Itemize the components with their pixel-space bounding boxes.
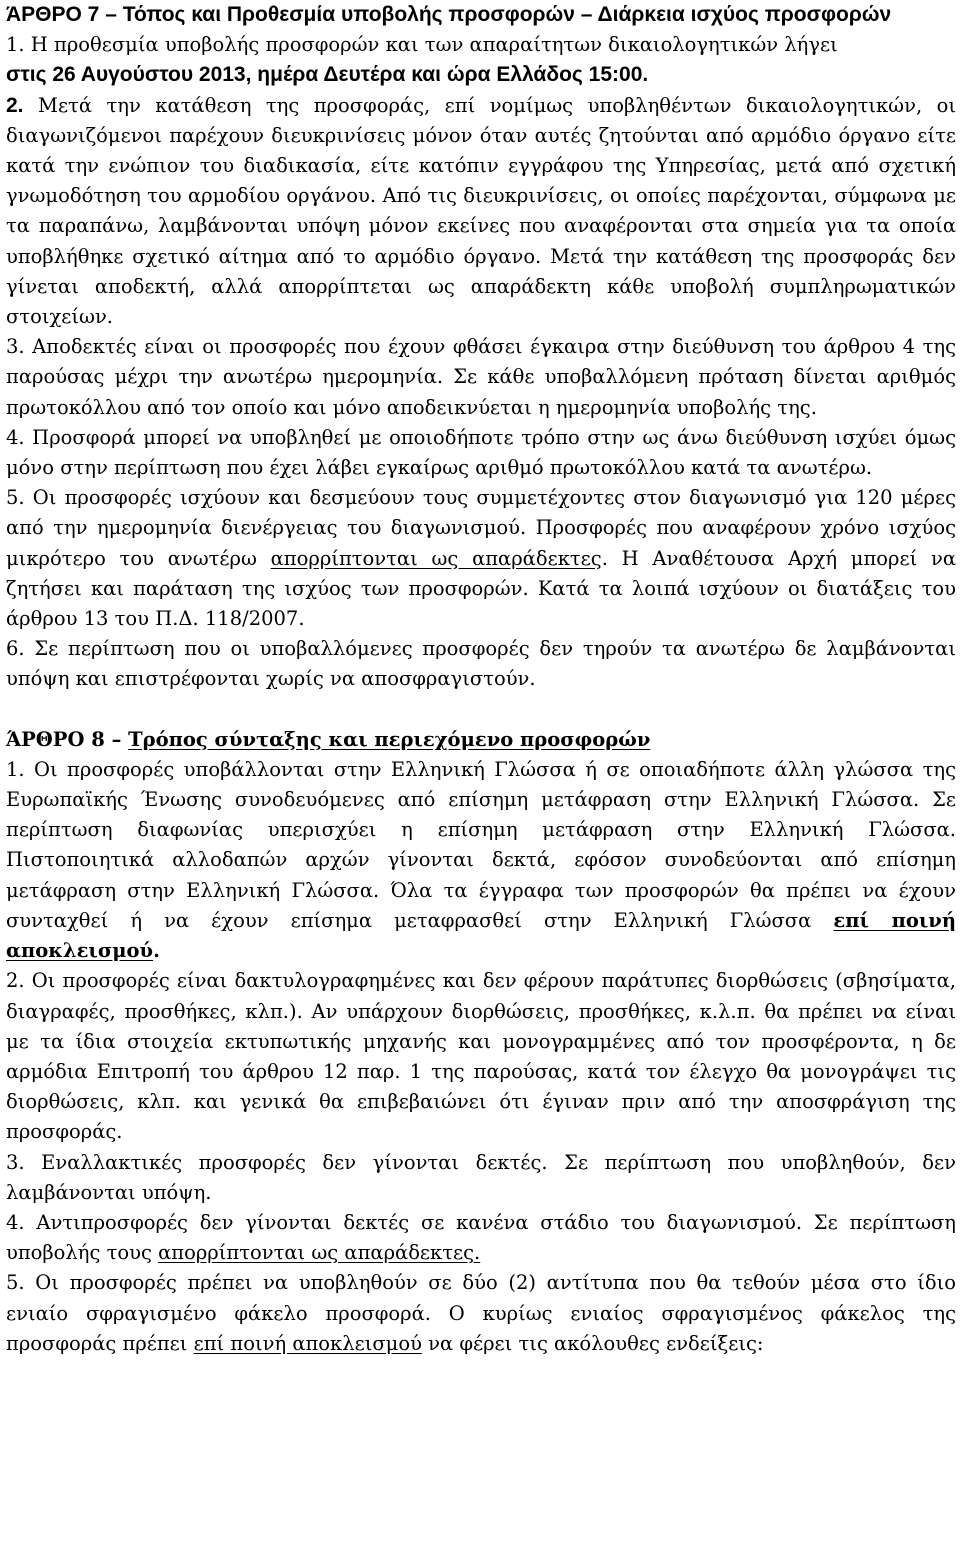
rejected-as-inadmissible-text: απορρίπτονται ως απαράδεκτες [270,546,602,570]
on-pain-of-exclusion-text-2: επί ποινή αποκλεισμού [193,1331,422,1355]
article-8-paragraph-1-text-a: 1. Οι προσφορές υποβάλλονται στην Ελληνική Γλώσσα ή σε οποιαδήποτε άλλη γλώσσα της Ευρωπαϊκής Ένωσης συνοδευόμενες από επίσημη μετάφραση στην Ελληνική Γλώσσα. Σε περίπτωση διαφωνίας υπερισχύει η επίσημη μετάφραση στην Ελληνική Γλώσσα. Πιστοποιητικά αλλοδαπών αρχών γίνονται δεκτά, εφόσον συνοδεύονται από επίσημη μετάφραση στην Ελληνική Γλώσσα. Όλα τα έγγραφα των προσφορών θα πρέπει να έχουν συνταχθεί ή να έχουν επίσημα μεταφρασθεί στην Ελληνική Γλώσσα [6,757,956,932]
document-page [6,0,956,1359]
article-8-paragraph-1 [6,755,956,966]
article-7-paragraph-2-text: Μετά την κατάθεση της προσφοράς, επί νομίμως υποβληθέντων δικαιολογητικών, οι διαγωνιζόμενοι παρέχουν διευκρινίσεις μόνον όταν αυτές ζητούνται από αρμόδιο όργανο είτε κατά την ενώπιον του διαδικασία, είτε κατόπιν εγγράφου της Υπηρεσίας, μετά από σχετική γνωμοδότηση του αρμοδίου οργάνου. Από τις διευκρινίσεις, οι οποίες παρέχονται, σύμφωνα με τα παραπάνω, λαμβάνονται υπόψη μόνον εκείνες που αναφέρονται στα σημεία για τα οποία υποβλήθηκε σχετικό αίτημα από το αρμόδιο όργανο. Μετά την κατάθεση της προσφοράς δεν γίνεται αποδεκτή, αλλά απορρίπτεται ως απαράδεκτη κάθε υποβολή συμπληρωματικών στοιχείων. [6,93,956,329]
article-7-paragraph-3: 3. Αποδεκτές είναι οι προσφορές που έχουν φθάσει έγκαιρα στην διεύθυνση του άρθρου 4 της παρούσας μέχρι την ανωτέρω ημερομηνία. Σε κάθε υποβαλλόμενη πρόταση δίνεται αριθμός πρωτοκόλλου από τον οποίο και μόνο αποδεικνύεται η ημερομηνία υποβολής της. [6,335,956,419]
article-8-paragraph-4 [6,1208,956,1268]
on-pain-of-exclusion-text: επί ποινή αποκλεισμού [6,908,956,963]
article-7-paragraph-5-text-a: 5. Οι προσφορές ισχύουν και δεσμεύουν τους συμμετέχοντες στον διαγωνισμό για 120 μέρες από την ημερομηνία διενέργειας του διαγωνισμού. Προσφορές που αναφέρουν χρόνο ισχύος μικρότερο του ανωτέρω [6,486,956,570]
article-7-paragraph-2 [6,91,956,333]
article-7-paragraph-1 [6,30,956,90]
article-7-paragraph-5 [6,483,956,634]
article-8 [6,725,956,1359]
article-8-paragraph-2: 2. Οι προσφορές είναι δακτυλογραφημένες και δεν φέρουν παράτυπες διορθώσεις (σβησίματα, διαγραφές, προσθήκες, κλπ.). Αν υπάρχουν διορθώσεις, προσθήκες, κ.λ.π. θα πρέπει να είναι με τα ίδια στοιχεία εκτυπωτικής μηχανής και μονογραμμένες από τον προσφέροντα, η δε αρμόδια Επιτροπή του άρθρου 12 παρ. 1 της παρούσας, κατά τον έλεγχο θα μονογράψει τις διορθώσεις, κλπ. και γενικά θα επιβεβαιώνει ότι έγιναν πριν από την αποσφράγιση της προσφοράς. [6,969,956,1144]
article-7-paragraph-6: 6. Σε περίπτωση που οι υποβαλλόμενες προσφορές δεν τηρούν τα ανωτέρω δε λαμβάνονται υπόψη και επιστρέφονται χωρίς να αποσφραγιστούν. [6,637,956,691]
deadline-date: στις 26 Αυγούστου 2013, ημέρα Δευτέρα και ώρα Ελλάδος 15:00. [6,63,649,87]
article-8-paragraph-5-text-b: να φέρει τις ακόλουθες ενδείξεις: [421,1331,764,1355]
article-8-paragraph-5-text-a: 5. Οι προσφορές πρέπει να υποβληθούν σε δύο (2) αντίτυπα που θα τεθούν μέσα στο ίδιο ενιαίο σφραγισμένο φάκελο προσφορά. Ο κυρίως ενιαίος σφραγισμένος φάκελος της προσφοράς πρέπει [6,1271,956,1355]
article-8-heading-number: ΆΡΘΡΟ 8 – [6,727,129,751]
article-8-heading [6,725,956,755]
counter-offers-rejected-text: απορρίπτονται ως απαράδεκτες. [158,1241,481,1265]
article-8-paragraph-1-text-b: . [153,939,160,963]
article-8-paragraph-4-text-a: 4. Αντιπροσφορές δεν γίνονται δεκτές σε κανένα στάδιο του διαγωνισμού. Σε περίπτωση υποβολής τους [6,1210,956,1265]
section-spacer [6,695,956,725]
article-7-paragraph-1-line-a: 1. Η προθεσμία υποβολής προσφορών και των απαραίτητων δικαιολογητικών λήγει [6,33,838,57]
article-8-paragraph-5 [6,1268,956,1359]
article-8-heading-title: Τρόπος σύνταξης και περιεχόμενο προσφορών [128,727,651,751]
article-7-paragraph-4: 4. Προσφορά μπορεί να υποβληθεί με οποιοδήποτε τρόπο στην ως άνω διεύθυνση ισχύει όμως μόνο στην περίπτωση που έχει λάβει εγκαίρως αριθμό πρωτοκόλλου κατά τα ανωτέρω. [6,425,956,480]
article-7 [6,0,956,695]
article-7-paragraph-5-text-b: . Η Αναθέτουσα Αρχή μπορεί να ζητήσει και παράταση της ισχύος των προσφορών. Κατά τα λοιπά ισχύουν οι διατάξεις του άρθρου 13 του Π.Δ. 118/2007. [6,546,956,631]
article-8-paragraph-3: 3. Εναλλακτικές προσφορές δεν γίνονται δεκτές. Σε περίπτωση που υποβληθούν, δεν λαμβάνονται υπόψη. [6,1150,956,1204]
article-7-paragraph-2-number: 2. [6,93,24,117]
article-7-heading: ΆΡΘΡΟ 7 – Τόπος και Προθεσμία υποβολής προσφορών – Διάρκεια ισχύος προσφορών [6,3,892,26]
